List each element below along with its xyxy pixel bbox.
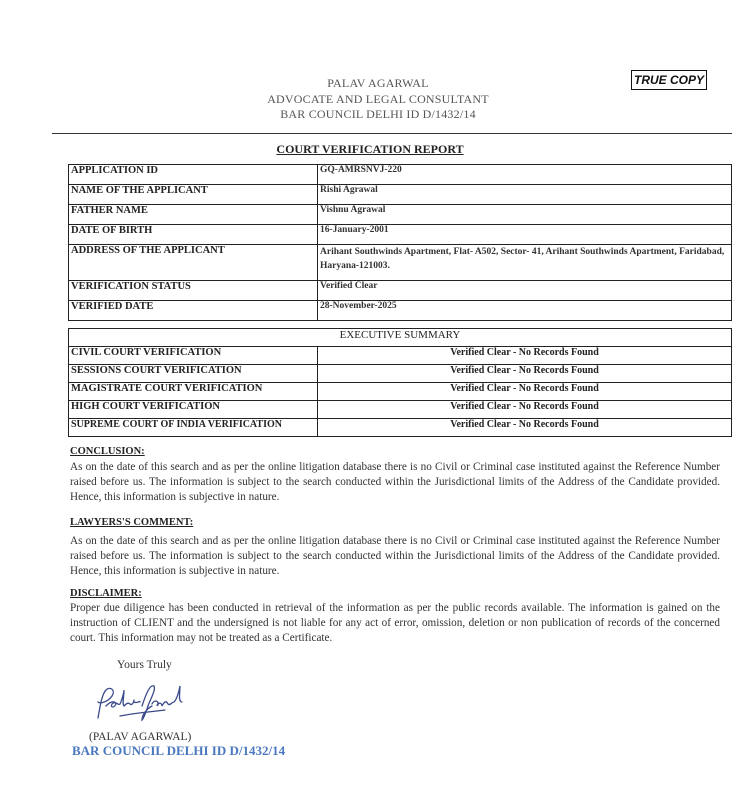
summary-value: Verified Clear - No Records Found — [318, 347, 732, 365]
detail-value: Verified Clear — [318, 281, 732, 301]
detail-value: Arihant Southwinds Apartment, Flat- A502, Sector- 41, Arihant Southwinds Apartment, Faridabad, Haryana-121003. — [318, 245, 732, 281]
summary-label: HIGH COURT VERIFICATION — [69, 401, 318, 419]
summary-row — [69, 383, 732, 401]
signature-icon — [90, 680, 190, 731]
applicant-details-table — [68, 164, 732, 321]
summary-heading-row — [69, 329, 732, 347]
summary-label: CIVIL COURT VERIFICATION — [69, 347, 318, 365]
summary-row — [69, 419, 732, 437]
summary-value: Verified Clear - No Records Found — [318, 365, 732, 383]
detail-row — [69, 205, 732, 225]
detail-row — [69, 281, 732, 301]
signatory-name: (PALAV AGARWAL) — [89, 731, 192, 743]
detail-label: NAME OF THE APPLICANT — [69, 185, 318, 205]
summary-row — [69, 401, 732, 419]
summary-value: Verified Clear - No Records Found — [318, 383, 732, 401]
detail-row — [69, 165, 732, 185]
summary-label: MAGISTRATE COURT VERIFICATION — [69, 383, 318, 401]
advocate-designation: ADVOCATE AND LEGAL CONSULTANT — [267, 92, 489, 106]
detail-label: VERIFIED DATE — [69, 301, 318, 321]
footer-bar-council-id: BAR COUNCIL DELHI ID D/1432/14 — [72, 743, 286, 758]
summary-value: Verified Clear - No Records Found — [318, 419, 732, 437]
detail-value: Vishnu Agrawal — [318, 205, 732, 225]
report-title: COURT VERIFICATION REPORT — [276, 142, 464, 156]
detail-label: APPLICATION ID — [69, 165, 318, 185]
summary-row — [69, 365, 732, 383]
conclusion-text: As on the date of this search and as per the online litigation database there is no Civil or Criminal case instituted against the Reference Number raised before us. The information is subject to the search conducted within the Jurisdictional limits of the Address of the Candidate provided. Hence, this information is subjective in nature. — [70, 461, 720, 503]
detail-label: ADDRESS OF THE APPLICANT — [69, 245, 318, 281]
conclusion-heading: CONCLUSION: — [70, 446, 145, 457]
executive-summary-table — [68, 328, 732, 437]
detail-value: 28-November-2025 — [318, 301, 732, 321]
summary-value: Verified Clear - No Records Found — [318, 401, 732, 419]
summary-label: SESSIONS COURT VERIFICATION — [69, 365, 318, 383]
detail-row — [69, 245, 732, 281]
detail-row — [69, 301, 732, 321]
lawyers-comment-heading: LAWYERS'S COMMENT: — [70, 517, 194, 528]
detail-label: DATE OF BIRTH — [69, 225, 318, 245]
closing-text: Yours Truly — [117, 659, 172, 671]
detail-value: GQ-AMRSNVJ-220 — [318, 165, 732, 185]
bar-council-id: BAR COUNCIL DELHI ID D/1432/14 — [280, 107, 476, 121]
lawyers-comment-text: As on the date of this search and as per the online litigation database there is no Civil or Criminal case instituted against the Reference Number raised before us. The information is subject to the search conducted within the Jurisdictional limits of the Address of the Candidate provided. Hence, this information is subjective in nature. — [70, 535, 720, 577]
true-copy-stamp: TRUE COPY — [631, 70, 707, 90]
detail-row — [69, 185, 732, 205]
advocate-name: PALAV AGARWAL — [327, 76, 429, 90]
summary-label: SUPREME COURT OF INDIA VERIFICATION — [69, 419, 318, 437]
disclaimer-text: Proper due diligence has been conducted in retrieval of the information as per the public records available. The information is gained on the instruction of CLIENT and the undersigned is not liable for any act of error, omission, deletion or non publication of records of the concerned court. This information may not be treated as a Certificate. — [70, 602, 720, 644]
detail-value: Rishi Agrawal — [318, 185, 732, 205]
summary-row — [69, 347, 732, 365]
header-divider — [52, 133, 732, 134]
detail-label: VERIFICATION STATUS — [69, 281, 318, 301]
detail-value: 16-January-2001 — [318, 225, 732, 245]
detail-row — [69, 225, 732, 245]
summary-heading: EXECUTIVE SUMMARY — [69, 329, 732, 347]
detail-label: FATHER NAME — [69, 205, 318, 225]
disclaimer-heading: DISCLAIMER: — [70, 588, 142, 599]
